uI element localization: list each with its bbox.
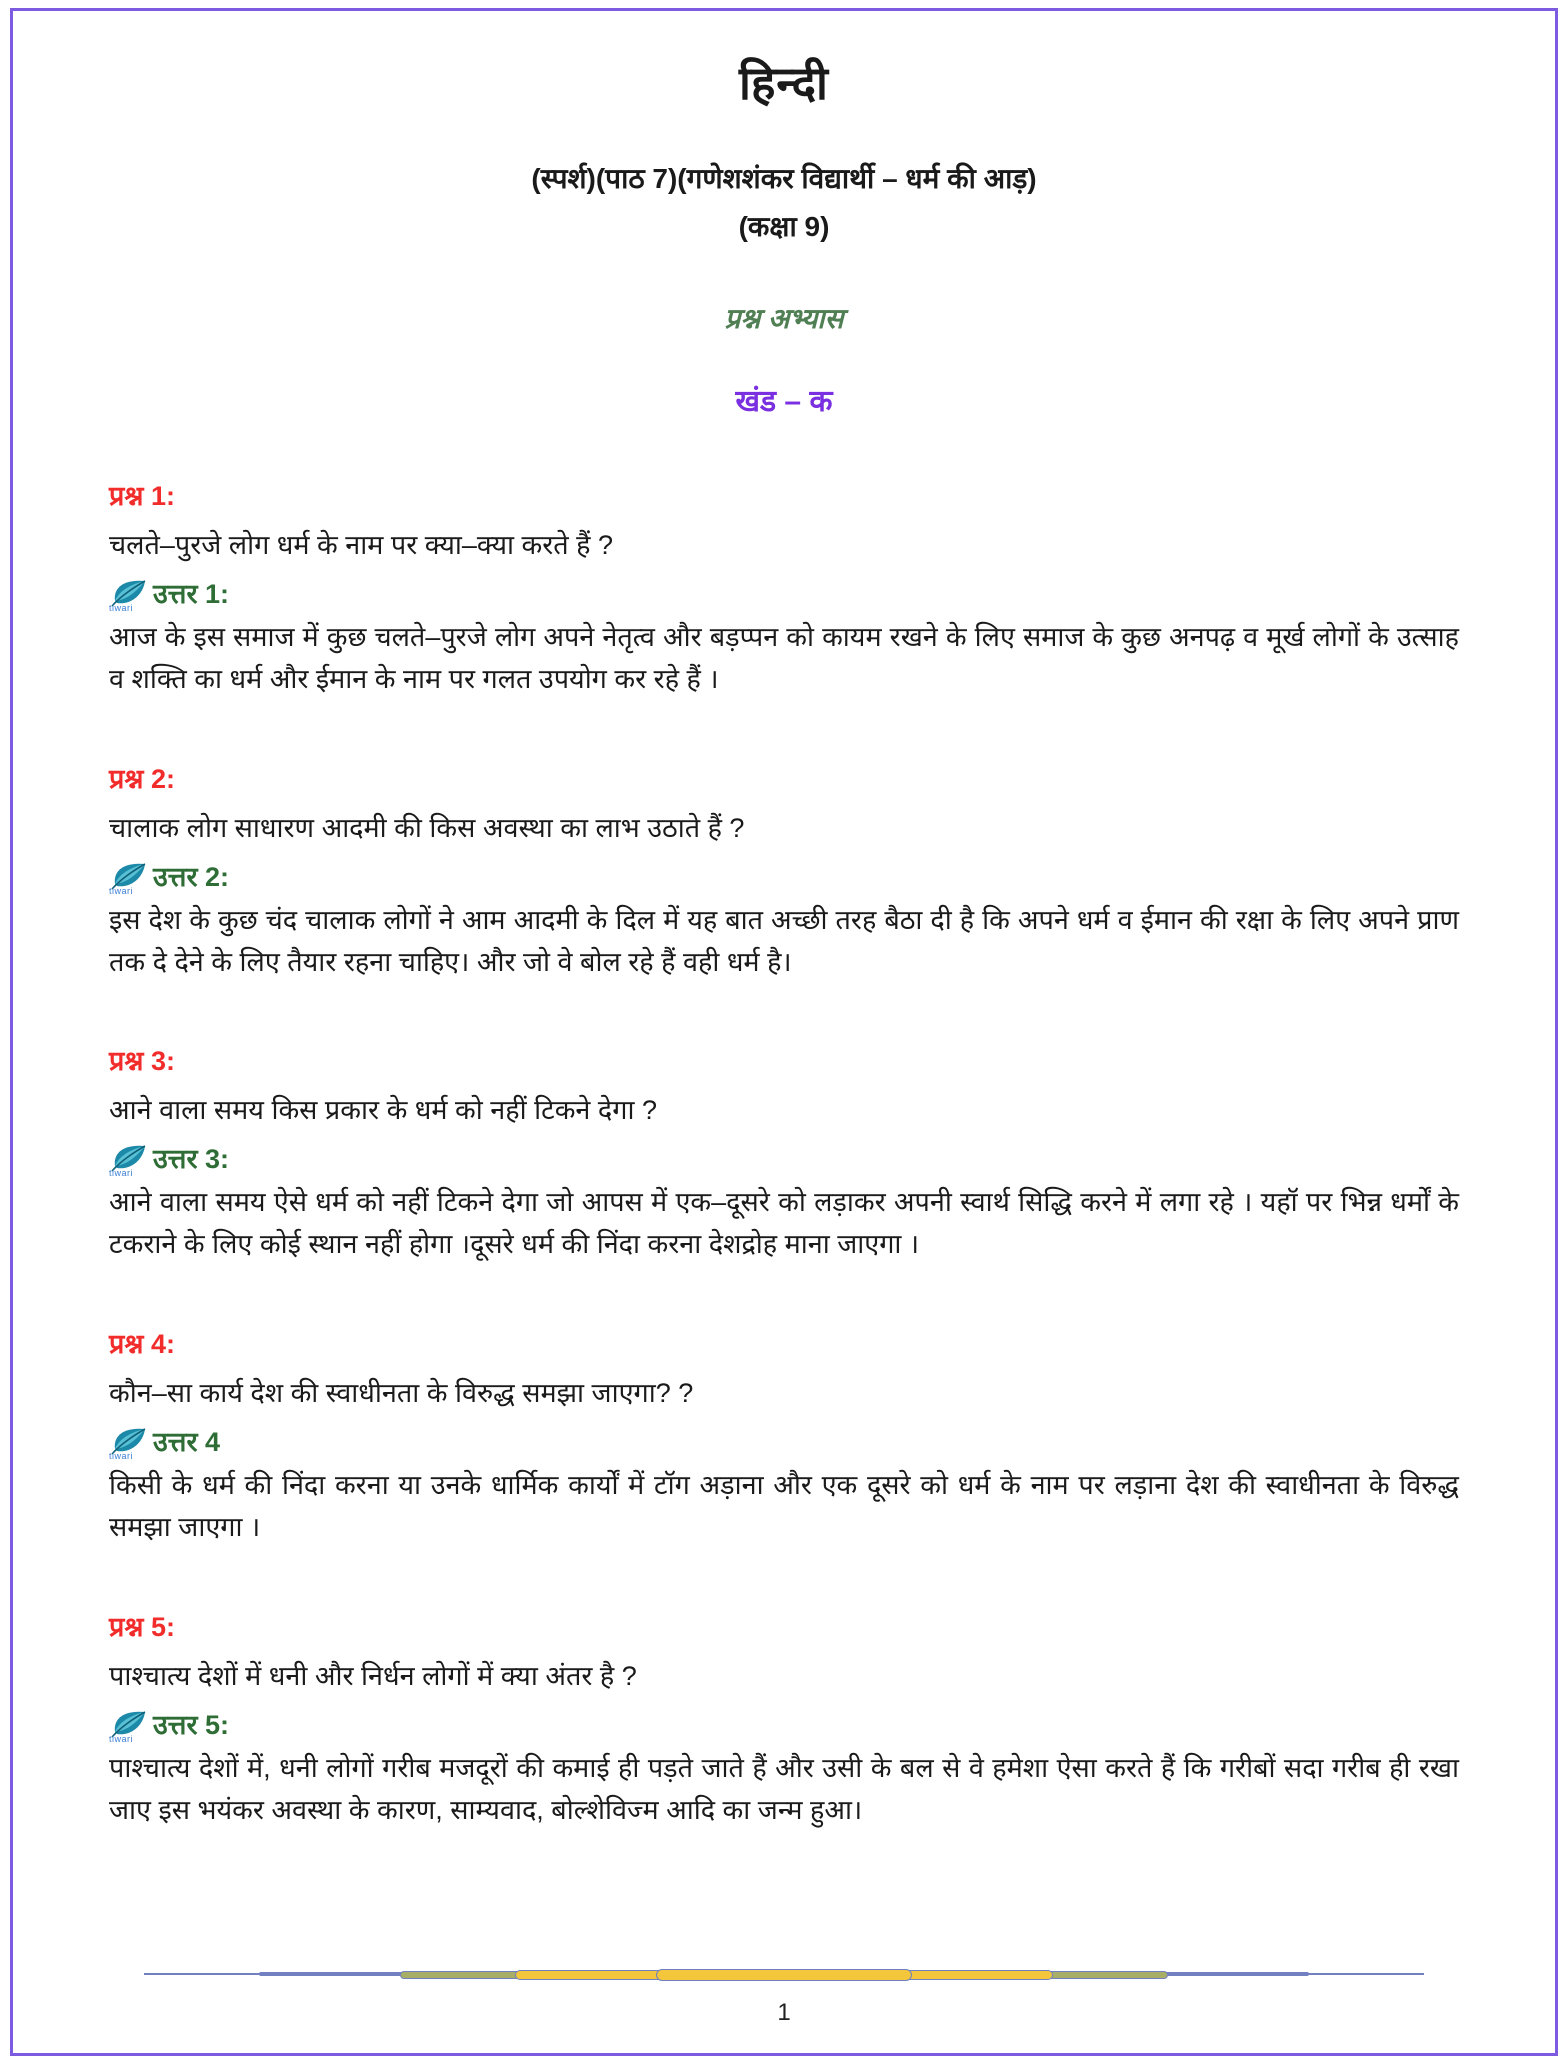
page-content (13, 11, 1555, 1831)
answer-text: इस देश के कुछ चंद चालाक लोगों ने आम आदमी के दिल में यह बात अच्छी तरह बैठा दी है कि अपने धर्म व ईमान की रक्षा के लिए अपने प्राण तक दे देने के लिए तैयार रहना चाहिए। और जो वे बोल रहे हैं वही धर्म है। (109, 904, 1459, 977)
answer-label: उत्तर 4 (153, 1427, 221, 1458)
logo-text: tiwari (109, 885, 134, 896)
answer-text: किसी के धर्म की निंदा करना या उनके धार्मिक कार्यों में टॉग अड़ाना और एक दूसरे को धर्म के नाम पर लड़ाना देश की स्वाधीनता के विरुद्ध समझा जाएगा । (109, 1470, 1459, 1542)
tiwari-leaf-logo-icon (109, 1140, 151, 1179)
class-line: (कक्षा 9) (738, 211, 830, 242)
chapter-subtitle: (स्पर्श)(पाठ 7)(गणेशशंकर विद्यार्थी – धर्म की आड़) (531, 163, 1037, 194)
question-label: प्रश्न 2: (109, 763, 175, 794)
question-label: प्रश्न 3: (109, 1046, 175, 1077)
answer-text: पाश्चात्य देशों में, धनी लोगों गरीब मजदूरों की कमाई ही पड़ते जाते हैं और उसी के बल से वे हमेशा ऐसा करते हैं कि गरीबों सदा गरीब ही रखा जाए इस भयंकर अवस्था के कारण, साम्यवाद, बोल्शेविज्म आदि का जन्म हुआ। (109, 1752, 1459, 1825)
page-title: हिन्दी (739, 57, 829, 109)
answer-text: आज के इस समाज में कुछ चलते–पुरजे लोग अपने नेतृत्व और बड़प्पन को कायम रखने के लिए समाज के कुछ अनपढ़ व मूर्ख लोगों के उत्साह व शक्ति का धर्म और ईमान के नाम पर गलत उपयोग कर रहे हैं । (109, 622, 1459, 694)
answer-label: उत्तर 2: (153, 861, 230, 892)
answer-label-row (109, 1705, 1459, 1742)
qa-block (109, 1607, 1459, 1832)
footer-divider-ornament (144, 1967, 1424, 1981)
question-text: आने वाला समय किस प्रकार के धर्म को नहीं टिकने देगा ? (109, 1095, 657, 1126)
question-label: प्रश्न 5: (109, 1611, 175, 1642)
qa-list (109, 476, 1459, 1831)
answer-label: उत्तर 3: (153, 1144, 230, 1175)
qa-block (109, 1041, 1459, 1266)
logo-text: tiwari (109, 603, 134, 613)
question-label: प्रश्न 4: (109, 1329, 175, 1360)
question-text: पाश्चात्य देशों में धनी और निर्धन लोगों में क्या अंतर है ? (109, 1660, 637, 1691)
question-text: चालाक लोग साधारण आदमी की किस अवस्था का लाभ उठाते हैं ? (109, 812, 745, 843)
qa-block (109, 476, 1459, 701)
tiwari-leaf-logo-icon (109, 575, 151, 611)
page-footer (13, 1967, 1555, 2027)
answer-label-row (109, 1422, 1459, 1462)
answer-text: आने वाला समय ऐसे धर्म को नहीं टिकने देगा जो आपस में एक–दूसरे को लड़ाकर अपनी स्वार्थ सिद्धि करने में लगा रहे । यहॉ पर भिन्न धर्मों के टकराने के लिए कोई स्थान नहीं होगा ।दूसरे धर्म की निंदा करना देशद्रोह माना जाएगा । (109, 1187, 1459, 1260)
tiwari-leaf-logo-icon (109, 858, 151, 894)
logo-text: tiwari (109, 1451, 134, 1462)
tiwari-leaf-logo-icon (109, 1423, 151, 1462)
answer-label: उत्तर 5: (153, 1709, 230, 1740)
qa-block (109, 759, 1459, 984)
answer-label-row (109, 574, 1459, 611)
logo-text: tiwari (109, 1168, 134, 1179)
question-text: चलते–पुरजे लोग धर्म के नाम पर क्या–क्या करते हैं ? (109, 530, 614, 560)
qa-block (109, 1324, 1459, 1549)
divider-core (656, 1969, 912, 1981)
question-label: प्रश्न 1: (109, 481, 175, 511)
tiwari-leaf-logo-icon (109, 1706, 151, 1742)
page-number: 1 (777, 1999, 791, 2026)
question-text: कौन–सा कार्य देश की स्वाधीनता के विरुद्ध समझा जाएगा? ? (109, 1378, 694, 1409)
answer-label-row (109, 857, 1459, 894)
section-heading: प्रश्न अभ्यास (724, 303, 844, 334)
answer-label: उत्तर 1: (153, 579, 230, 609)
answer-label-row (109, 1139, 1459, 1179)
part-heading: खंड – क (735, 385, 833, 418)
logo-text: tiwari (109, 1733, 134, 1744)
document-page (10, 8, 1558, 2056)
